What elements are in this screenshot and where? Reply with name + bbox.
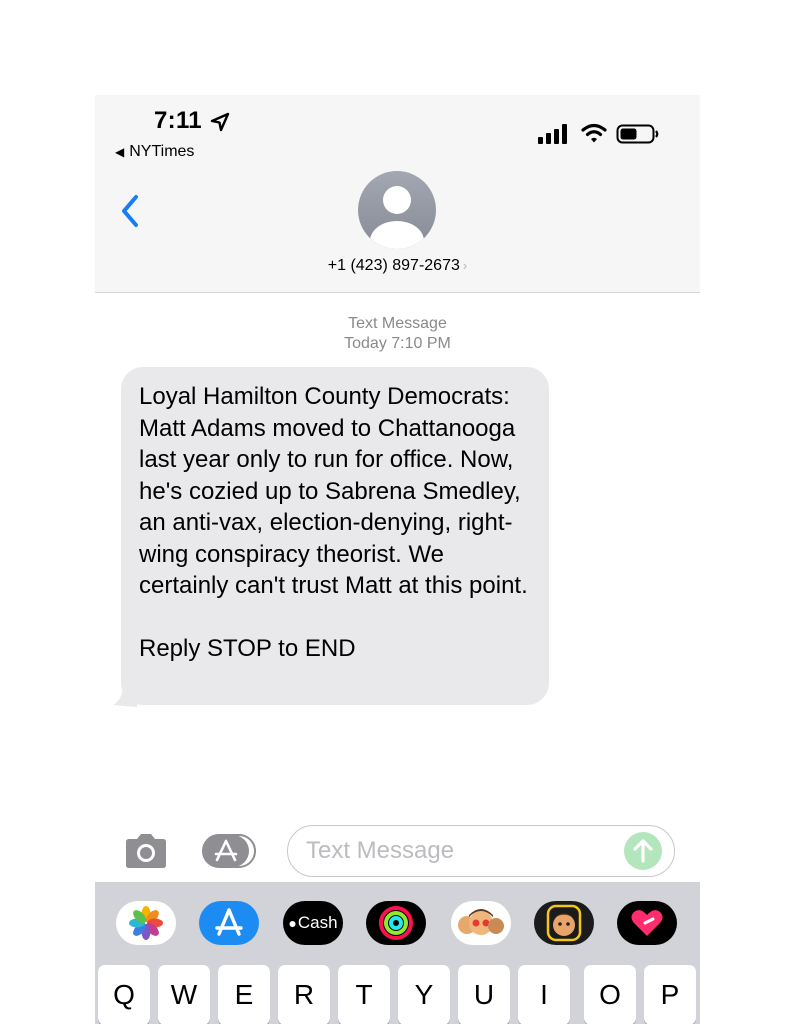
key-u[interactable]: U: [458, 965, 510, 1024]
bubble-tail: [111, 685, 137, 707]
location-arrow-icon: [209, 111, 231, 133]
heart-app-button[interactable]: [617, 901, 677, 945]
key-y[interactable]: Y: [398, 965, 450, 1024]
app-store-app-button[interactable]: [199, 901, 259, 945]
key-w[interactable]: W: [158, 965, 210, 1024]
service-label: Text Message: [348, 315, 447, 332]
send-button[interactable]: [624, 832, 662, 870]
wifi-icon: [581, 122, 607, 144]
message-input-field[interactable]: [306, 836, 606, 866]
message-input[interactable]: [287, 825, 675, 877]
chevron-left-icon[interactable]: [117, 191, 143, 231]
contact-avatar[interactable]: [358, 171, 436, 249]
key-r[interactable]: R: [278, 965, 330, 1024]
key-o[interactable]: O: [584, 965, 636, 1024]
fitness-app-button[interactable]: [366, 901, 426, 945]
memoji-app-button[interactable]: [451, 901, 511, 945]
status-time: 7:11: [154, 107, 202, 134]
signal-bars-icon: [537, 123, 569, 145]
send-arrow-icon: [624, 832, 662, 870]
activity-rings-icon: [366, 901, 426, 945]
contact-name-button[interactable]: [95, 257, 700, 275]
memoji-stickers-app-button[interactable]: [534, 901, 594, 945]
message-body: Loyal Hamilton County Democrats: Matt Adams moved to Chattanooga last year only to run for office. Now, he's cozied up to Sabrena Smedley, an anti-vax, election-denying, right-wing conspiracy theorist. We certainly can't trust Matt at this point.: [139, 383, 528, 599]
chevron-right-icon: ›: [462, 258, 468, 273]
key-p[interactable]: P: [644, 965, 696, 1024]
key-q[interactable]: Q: [98, 965, 150, 1024]
apple-cash-app-button[interactable]: [283, 901, 343, 945]
memoji-sticker-icon: [534, 901, 594, 945]
imessage-app-drawer: [95, 882, 700, 1024]
app-store-icon[interactable]: [201, 834, 259, 868]
app-store-logo-icon: [199, 901, 259, 945]
incoming-message-bubble[interactable]: [121, 367, 549, 705]
messages-screen: [95, 95, 700, 1024]
heart-icon: [617, 901, 677, 945]
message-timestamp: Today 7:10 PM: [344, 335, 451, 352]
memoji-faces-icon: [451, 901, 511, 945]
conversation-header: [95, 95, 700, 293]
back-app-label: NYTimes: [129, 143, 195, 160]
photos-app-button[interactable]: [116, 901, 176, 945]
battery-icon: [616, 123, 660, 145]
key-i[interactable]: I: [518, 965, 570, 1024]
message-footer: Reply STOP to END: [139, 634, 356, 662]
person-silhouette-body: [370, 221, 424, 249]
photos-icon: [116, 901, 176, 945]
contact-number: +1 (423) 897-2673: [327, 257, 460, 274]
camera-icon[interactable]: [122, 833, 170, 869]
key-t[interactable]: T: [338, 965, 390, 1024]
person-silhouette-icon: [383, 186, 411, 214]
back-to-app-link[interactable]: [115, 143, 194, 161]
apple-logo-icon: ●: [288, 915, 297, 931]
message-metadata: [95, 314, 700, 354]
cash-label: Cash: [297, 913, 338, 932]
key-e[interactable]: E: [218, 965, 270, 1024]
back-triangle-icon: ◀: [115, 145, 125, 159]
